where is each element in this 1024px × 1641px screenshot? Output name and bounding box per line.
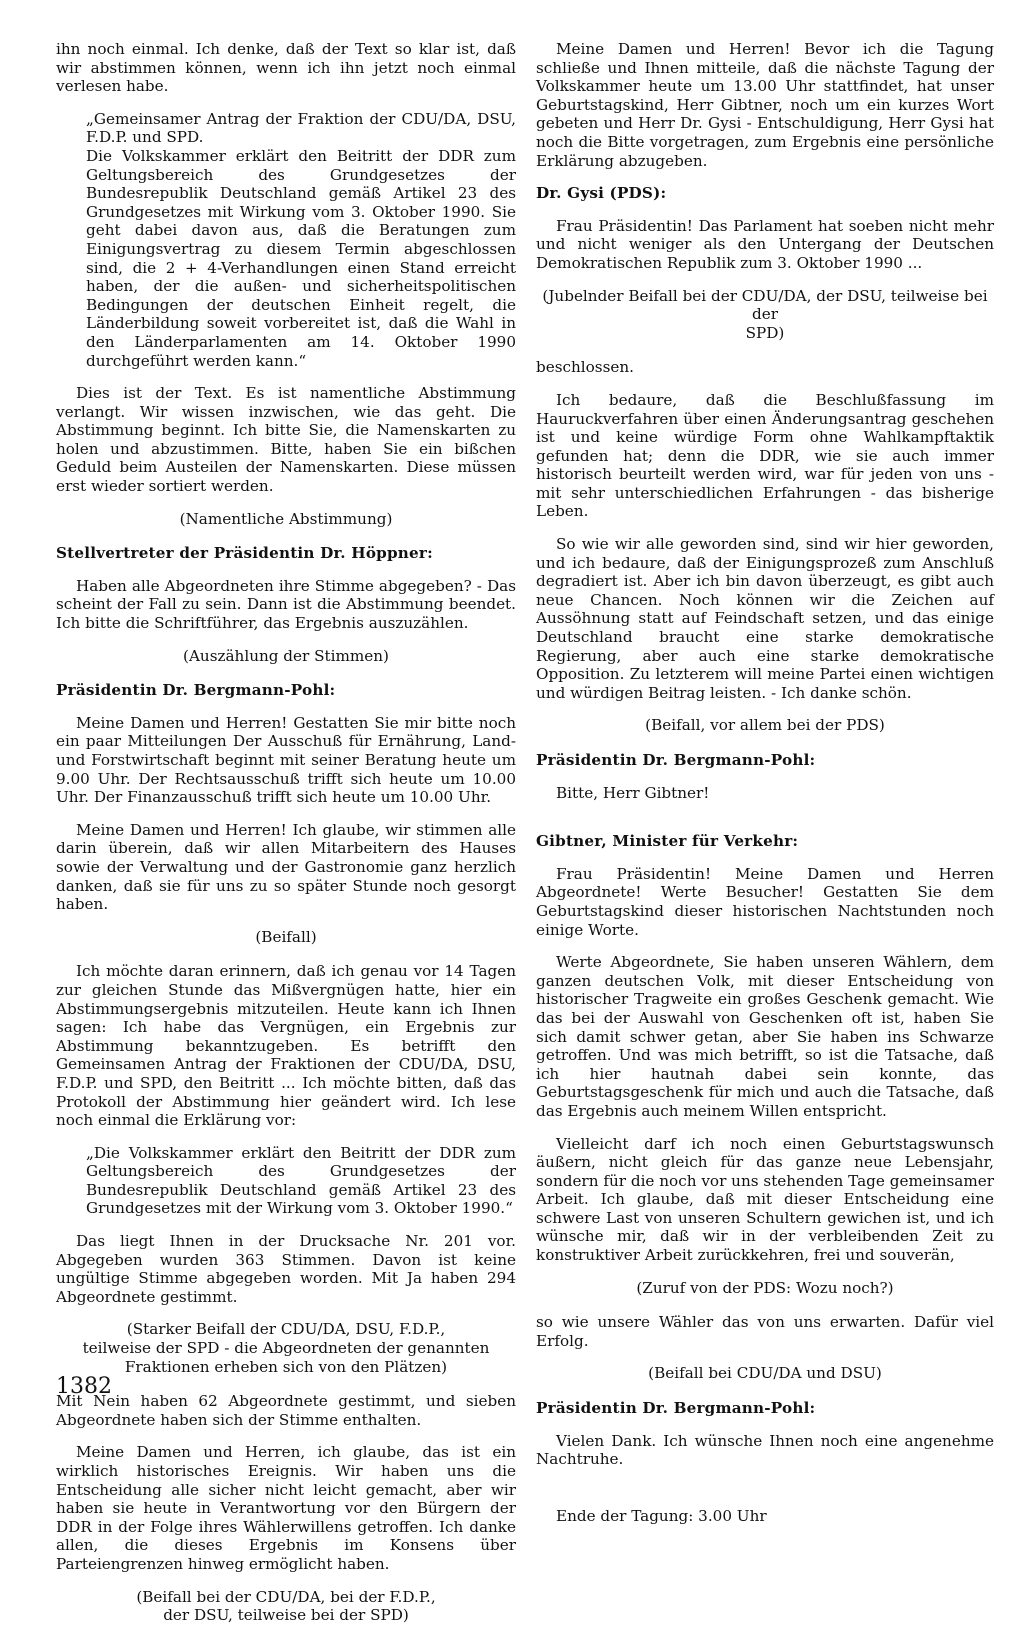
stage-direction-line: der DSU, teilweise bei der SPD) (163, 1606, 409, 1625)
quote-body: Die Volkskammer erklärt den Beitritt der DDR zum Geltungsbereich des Grundgesetzes der Bundesrepublik Deutschland gemäß Artikel 23 des Grundgesetzes mit Wirkung vom 3. Oktober 1990. Sie geht dabei davon aus, daß die Beratungen zum Einigungsvertrag zu diesem Termin abgeschlossen sind, die 2 + 4-Verhandlungen einen Stand erreicht haben, der die außen- und sicherheitspolitischen Bedingungen der deutschen Einheit regelt, die Länderbildung soweit vorbereitet ist, daß die Wahl in den Länderparlamenten am 14. Oktober 1990 durchgeführt werden kann.“ (86, 146, 516, 370)
paragraph: Frau Präsidentin! Das Parlament hat soeben nicht mehr und nicht weniger als den Untergang der Deutschen Demokratischen Republik zum 3. Oktober 1990 ... (536, 216, 994, 272)
stage-direction: (Namentliche Abstimmung) (179, 509, 393, 528)
speaker-heading: Präsidentin Dr. Bergmann-Pohl: (56, 681, 336, 700)
paragraph: Vielen Dank. Ich wünsche Ihnen noch eine angenehme Nachtruhe. (536, 1431, 994, 1469)
speaker-heading: Präsidentin Dr. Bergmann-Pohl: (536, 1399, 816, 1418)
stage-direction: (Beifall bei CDU/DA und DSU) (648, 1364, 882, 1383)
quote-line: „Gemeinsamer Antrag der Fraktion der CDU/DA, DSU, F.D.P. und SPD. (86, 109, 516, 147)
paragraph: Das liegt Ihnen in der Drucksache Nr. 201 vor. Abgegeben wurden 363 Stimmen. Davon ist keine ungültige Stimme abgegeben worden. Mit Ja haben 294 Abgeordnete gestimmt. (56, 1232, 516, 1306)
speaker-heading: Stellvertreter der Präsidentin Dr. Höppner: (56, 544, 433, 563)
stage-direction-line: (Jubelnder Beifall bei der CDU/DA, der DSU, teilweise bei der (542, 286, 988, 324)
stage-direction: (Zuruf von der PDS: Wozu noch?) (636, 1278, 894, 1297)
stage-direction-line: Fraktionen erheben sich von den Plätzen) (124, 1357, 448, 1376)
session-end-note: Ende der Tagung: 3.00 Uhr (556, 1506, 767, 1525)
paragraph: So wie wir alle geworden sind, sind wir hier geworden, und ich bedaure, daß der Einigungsprozeß zum Anschluß degradiert ist. Aber ich bin davon überzeugt, es gibt auch neue Chancen. Noch können wir die Zeichen auf Aussöhnung statt auf Feindschaft setzen, und das einige Deutschland braucht eine starke demokratische Regierung, aber auch eine starke demokratische Opposition. Zu letzterem will meine Partei einen wichtigen und würdigen Beitrag leisten. - Ich danke schön. (536, 535, 994, 702)
page-number: 1382 (56, 1374, 112, 1399)
stage-direction-line: (Beifall bei der CDU/DA, bei der F.D.P., (136, 1587, 436, 1606)
paragraph: Vielleicht darf ich noch einen Geburtstagswunsch äußern, nicht gleich für das ganze neue Lebensjahr, sondern für die noch vor uns stehenden Tage gemeinsamer Arbeit. Ich glaube, daß mit dieser Entscheidung eine schwere Last von unseren Schultern gewichen ist, und ich wünsche mir, daß wir in der verbleibenden Zeit zu konstruktiver Arbeit zurückkehren, frei und souverän, (536, 1134, 994, 1265)
paragraph: so wie unsere Wähler das von uns erwarten. Dafür viel Erfolg. (536, 1313, 994, 1350)
stage-direction-line: (Starker Beifall der CDU/DA, DSU, F.D.P., (126, 1320, 446, 1339)
paragraph: Meine Damen und Herren, ich glaube, das ist ein wirklich historisches Ereignis. Wir haben uns die Entscheidung alle sicher nicht leicht gemacht, aber wir haben sie heute in Verantwortung vor den Bürgern der DDR in der Folge ihres Wählerwillens getroffen. Ich danke allen, die dieses Ergebnis im Konsens über Parteiengrenzen hinweg ermöglicht haben. (56, 1443, 516, 1573)
stage-direction-line: teilweise der SPD - die Abgeordneten der genannten (82, 1339, 490, 1358)
speaker-heading: Dr. Gysi (PDS): (536, 184, 667, 203)
stage-direction: (Auszählung der Stimmen) (183, 646, 389, 665)
stage-direction: (Beifall) (255, 927, 317, 946)
paragraph: Meine Damen und Herren! Gestatten Sie mir bitte noch ein paar Mitteilungen Der Ausschuß für Ernährung, Land- und Forstwirtschaft beginnt mit seiner Beratung heute um 9.00 Uhr. Der Rechtsausschuß trifft sich heute um 10.00 Uhr. Der Finanzausschuß trifft sich heute um 10.00 Uhr. (56, 713, 516, 807)
speaker-heading: Gibtner, Minister für Verkehr: (536, 832, 799, 851)
stage-direction (56, 1320, 516, 1376)
speaker-heading: Präsidentin Dr. Bergmann-Pohl: (536, 751, 816, 769)
stage-direction (56, 1588, 516, 1625)
paragraph: Ich möchte daran erinnern, daß ich genau vor 14 Tagen zur gleichen Stunde das Mißvergnügen hatte, hier ein Abstimmungsergebnis mitzuteilen. Heute kann ich Ihnen sagen: Ich habe das Vergnügen, ein Ergebnis zur Abstimmung bekanntzugeben. Es betrifft den Gemeinsamen Antrag der Fraktionen der CDU/DA, DSU, F.D.P. und SPD, den Beitritt ... Ich möchte bitten, daß das Protokoll der Abstimmung hier geändert wird. Ich lese noch einmal die Erklärung vor: (56, 962, 516, 1130)
paragraph: Haben alle Abgeordneten ihre Stimme abgegeben? - Das scheint der Fall zu sein. Dann ist die Abstimmung beendet. Ich bitte die Schriftführer, das Ergebnis auszuzählen. (56, 576, 516, 633)
paragraph: Bitte, Herr Gibtner! (556, 783, 710, 802)
paragraph: Mit Nein haben 62 Abgeordnete gestimmt, und sieben Abgeordnete haben sich der Stimme enthalten. (56, 1392, 516, 1429)
stage-direction (536, 287, 994, 343)
paragraph: Werte Abgeordnete, Sie haben unseren Wählern, dem ganzen deutschen Volk, mit dieser Entscheidung von historischer Tragweite ein großes Geschenk gemacht. Wie das bei der Auswahl von Geschenken oft ist, haben Sie sich damit schwer getan, aber Sie haben ins Schwarze getroffen. Und was mich betrifft, so ist die Tatsache, daß ich hier hautnah dabei sein konnte, das Geburtstagsgeschenk für mich und auch die Tatsache, daß das Ergebnis auch meinem Willen entspricht. (536, 953, 994, 1120)
stage-direction-line: SPD) (745, 323, 785, 342)
paragraph: beschlossen. (536, 358, 634, 377)
paragraph: Meine Damen und Herren! Bevor ich die Tagung schließe und Ihnen mitteile, daß die nächste Tagung der Volkskammer heute um 13.00 Uhr stattfindet, hat unser Geburtstagskind, Herr Gibtner, noch um ein kurzes Wort gebeten und Herr Dr. Gysi - Entschuldigung, Herr Gysi hat noch die Bitte vorgetragen, zum Ergebnis eine persönliche Erklärung abzugeben. (536, 40, 994, 170)
paragraph: Frau Präsidentin! Meine Damen und Herren Abgeordnete! Werte Besucher! Gestatten Sie dem Geburtstagskind dieser historischen Nachtstunden noch einige Worte. (536, 864, 994, 939)
left-column (56, 40, 516, 1641)
quoted-motion (86, 110, 516, 370)
stage-direction: (Beifall, vor allem bei der PDS) (645, 716, 885, 735)
paragraph: Ich bedaure, daß die Beschlußfassung im Hauruckverfahren über einen Änderungsantrag geschehen ist und keine würdige Form ohne Wahlkampftaktik gefunden hat; denn die DDR, wie sie auch immer historisch beurteilt werden wird, war für jeden von uns - mit sehr unterschiedlichen Erfahrungen - das bisherige Leben. (536, 390, 994, 521)
paragraph: Meine Damen und Herren! Ich glaube, wir stimmen alle darin überein, daß wir allen Mitarbeitern des Hauses sowie der Verwaltung und der Gastronomie ganz herzlich danken, daß sie für uns zu so später Stunde noch gesorgt haben. (56, 820, 516, 914)
paragraph: Dies ist der Text. Es ist namentliche Abstimmung verlangt. Wir wissen inzwischen, wie das geht. Die Abstimmung beginnt. Ich bitte Sie, die Namenskarten zu holen und abzustimmen. Bitte, haben Sie ein bißchen Geduld beim Austeilen der Namenskarten. Diese müssen erst wieder sortiert werden. (56, 384, 516, 496)
quoted-declaration: „Die Volkskammer erklärt den Beitritt der DDR zum Geltungsbereich des Grundgesetzes der Bundesrepublik Deutschland gemäß Artikel 23 des Grundgesetzes mit der Wirkung vom 3. Oktober 1990.“ (86, 1143, 516, 1218)
paragraph: ihn noch einmal. Ich denke, daß der Text so klar ist, daß wir abstimmen können, wenn ich ihn jetzt noch einmal verlesen habe. (56, 40, 516, 96)
right-column (536, 40, 994, 1539)
